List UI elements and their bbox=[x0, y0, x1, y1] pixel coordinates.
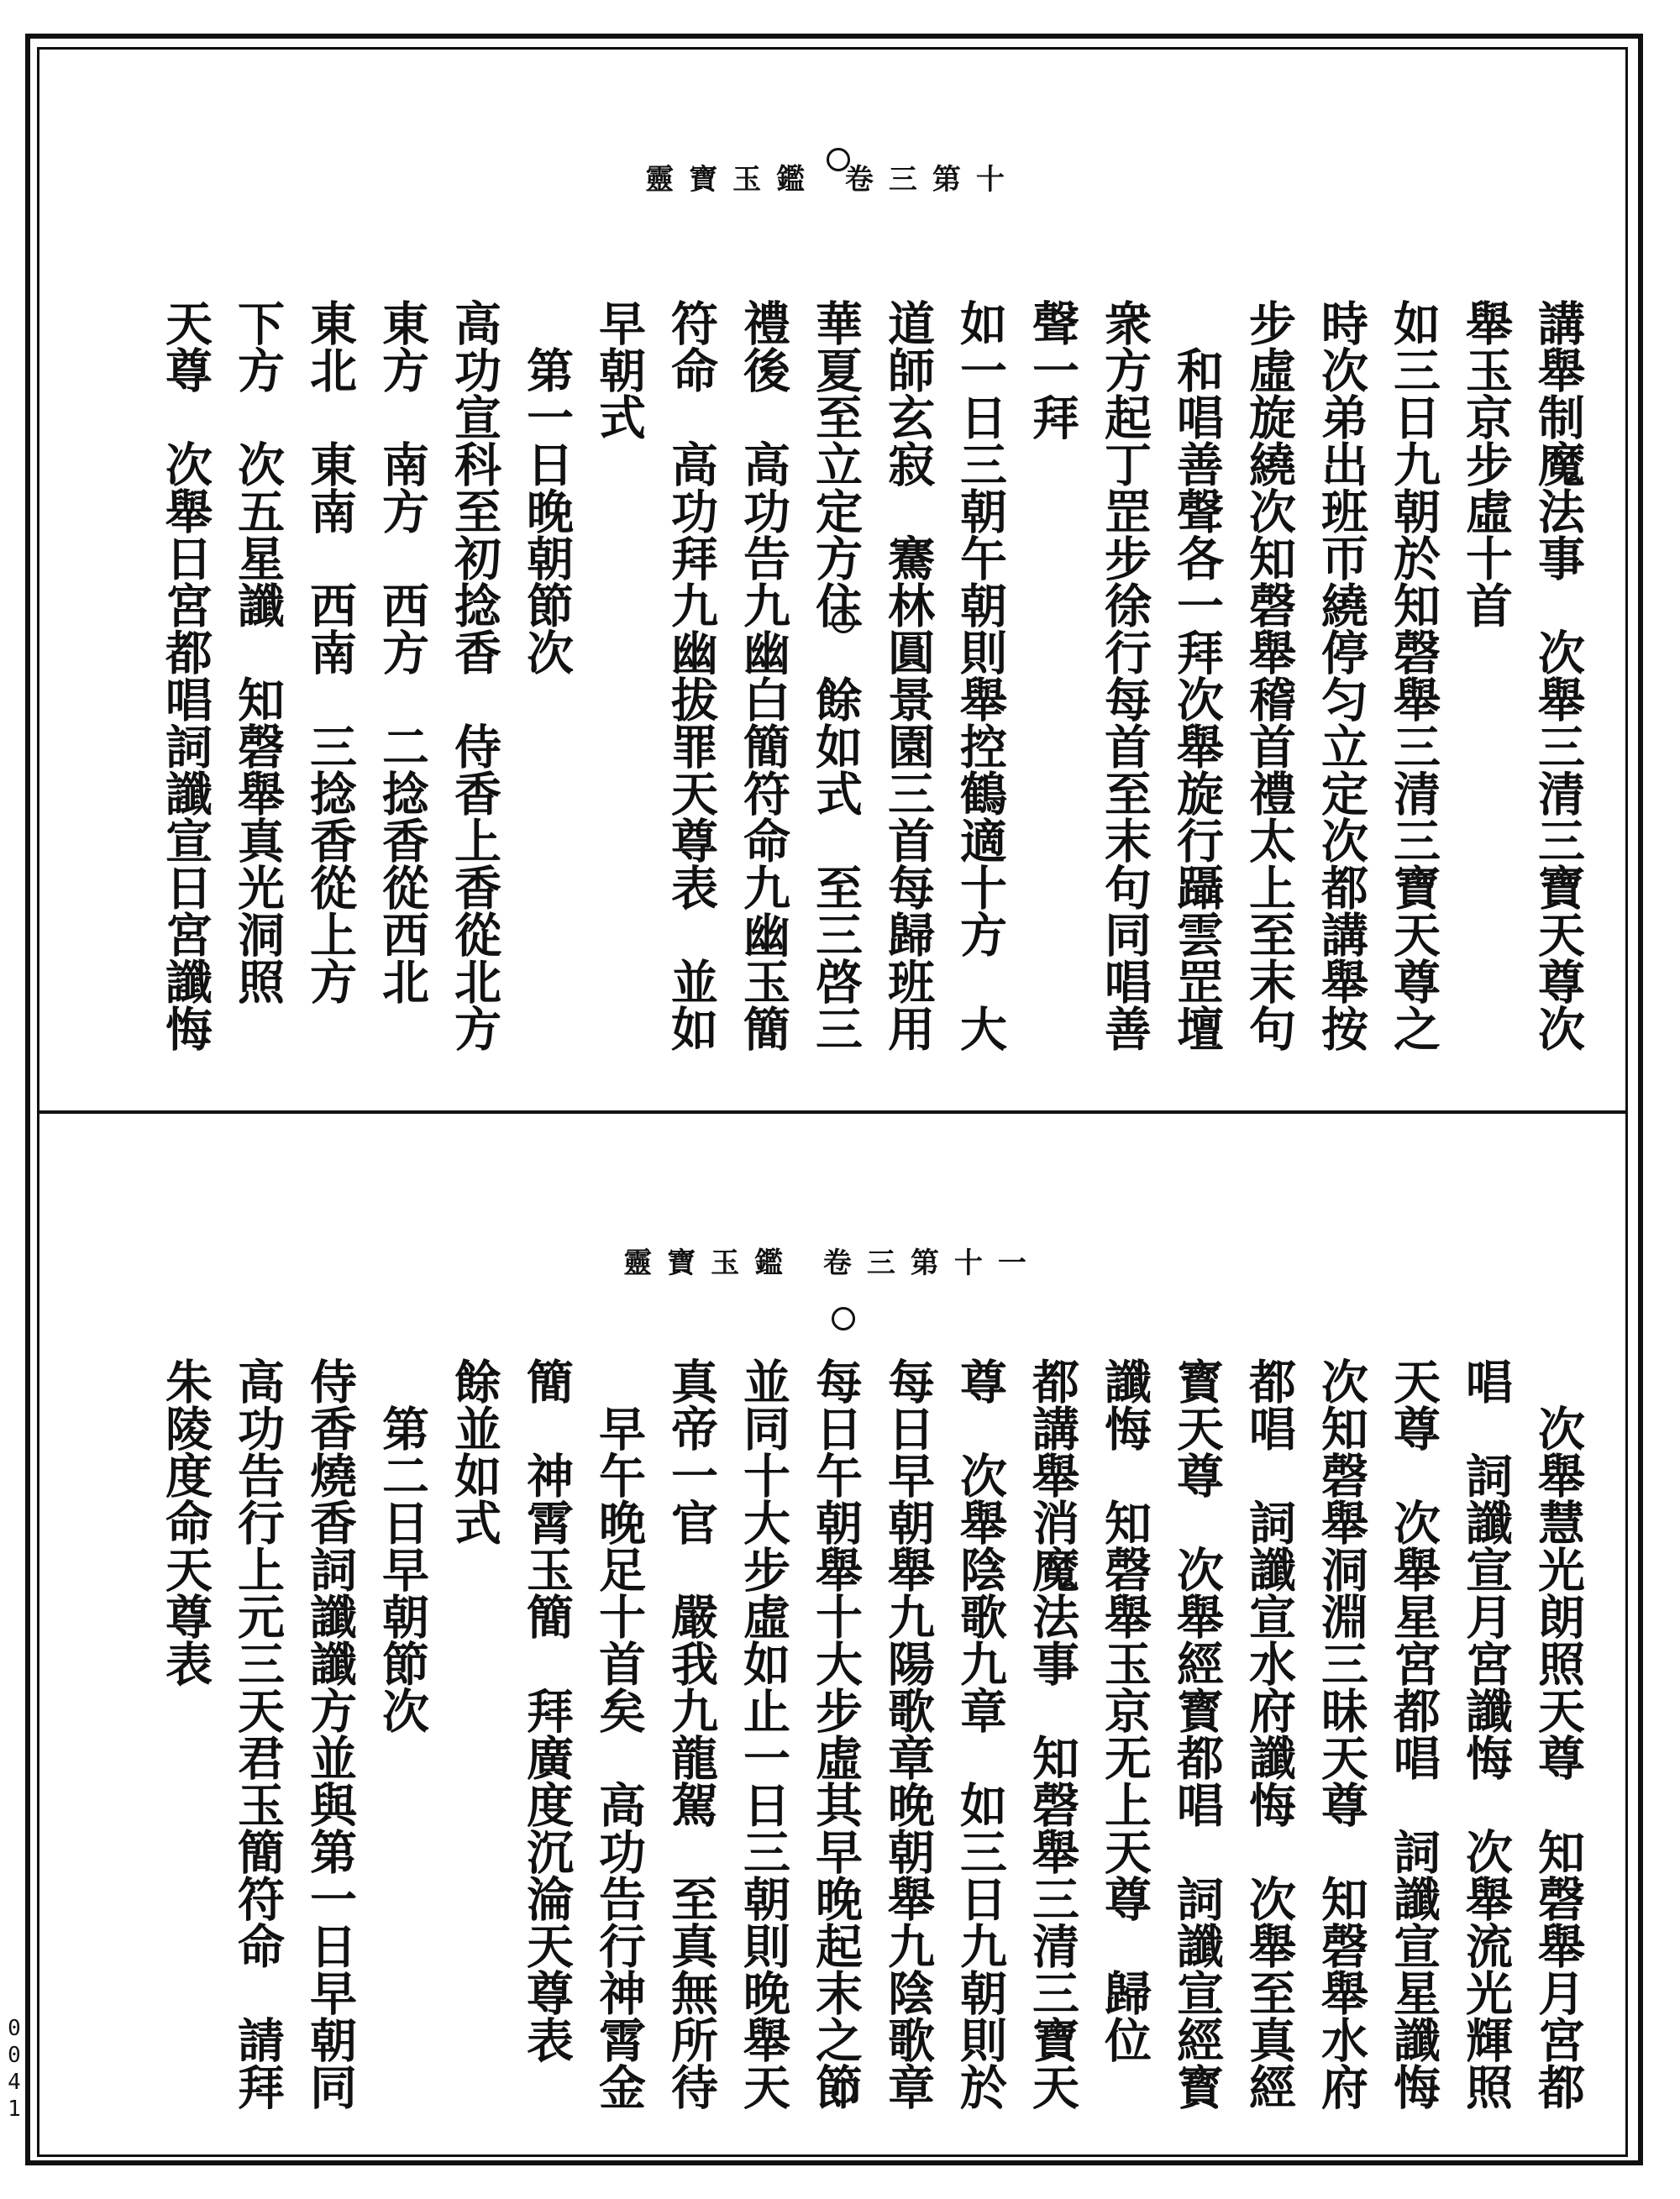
text-column: 天尊 次舉星宮都唱 詞讖宣星讖悔 bbox=[1386, 1357, 1441, 2110]
text-columns bbox=[82, 299, 1594, 1080]
text-column: 東方 南方 西方 二捻香從西北 bbox=[375, 299, 430, 1005]
text-column: 朱陵度命天尊表 bbox=[158, 1357, 213, 1687]
page-header: 靈寶玉鑑 卷三第十一 bbox=[623, 1246, 1042, 1280]
text-column: 早朝式 bbox=[591, 299, 647, 440]
text-column: 講舉制魔法事 次舉三清三寶天尊次 bbox=[1530, 299, 1586, 1052]
text-column: 唱 詞讖宣月宮讖悔 次舉流光輝照 bbox=[1458, 1357, 1514, 2110]
text-column: 步虛旋繞次知磬舉稽首禮太上至末句 bbox=[1242, 299, 1297, 1052]
text-column: 東北 東南 西南 三捻香從上方 bbox=[302, 299, 358, 1005]
text-column: 如一日三朝午朝則舉控鶴適十方 大 bbox=[953, 299, 1008, 1052]
text-column: 禮後 高功告九幽白簡符命九幽玉簡 bbox=[736, 299, 791, 1052]
text-column: 讖悔 知磬舉玉京无上天尊 歸位 bbox=[1097, 1357, 1152, 2063]
text-column: 高功告行上元三天君玉簡符命 請拜 bbox=[230, 1357, 286, 2110]
text-column: 時次弟出班帀繞停匀立定次都講舉按 bbox=[1314, 299, 1369, 1052]
top-page bbox=[37, 47, 1628, 1110]
text-column: 早午晚足十首矣 高功告行神霄金 bbox=[591, 1357, 647, 2110]
text-column: 寳天尊 次舉經寳都唱 詞讖宣經寳 bbox=[1169, 1357, 1225, 2110]
text-column: 舉玉京步虛十首 bbox=[1458, 299, 1514, 628]
text-column: 每日早朝舉九陽歌章晚朝舉九陰歌章 bbox=[880, 1357, 936, 2110]
text-column: 都唱 詞讖宣水府讖悔 次舉至真經 bbox=[1242, 1357, 1297, 2110]
text-column: 侍香燒香詞讖讖方並與第一日早朝同 bbox=[302, 1357, 358, 2110]
text-column: 如三日九朝於知磬舉三清三寶天尊之 bbox=[1386, 299, 1441, 1052]
text-column: 並同十大步虛如止一日三朝則晚舉天 bbox=[736, 1357, 791, 2110]
text-column: 高功宣科至初捻香 侍香上香從北方 bbox=[447, 299, 502, 1052]
text-column: 餘並如式 bbox=[447, 1357, 502, 1546]
text-column: 都講舉消魔法事 知磬舉三清三寶天 bbox=[1025, 1357, 1080, 2110]
text-column: 次舉慧光朗照天尊 知磬舉月宮都 bbox=[1530, 1357, 1586, 2110]
text-column: 下方 次五星讖 知磬舉真光洞照 bbox=[230, 299, 286, 1005]
text-column: 每日午朝舉十大步虛其早晚起末之節 bbox=[808, 1357, 864, 2110]
text-column: 華夏至立定方住 餘如式 至三啓三 bbox=[808, 299, 864, 1052]
text-column: 衆方起丁罡步徐行每首至末句同唱善 bbox=[1097, 299, 1152, 1052]
text-column: 聲一拜 bbox=[1025, 299, 1080, 440]
text-column: 尊 次舉陰歌九章 如三日九朝則於 bbox=[953, 1357, 1008, 2110]
bottom-page bbox=[37, 1114, 1628, 2157]
side-page-number: 0041 bbox=[2, 2016, 27, 2123]
text-column: 天尊 次舉日宮都唱詞讖宣日宮讖悔 bbox=[158, 299, 213, 1052]
text-column: 次知磬舉洞淵三昧天尊 知磬舉水府 bbox=[1314, 1357, 1369, 2110]
text-column: 和唱善聲各一拜次舉旋行躡雲罡壇 bbox=[1169, 299, 1225, 1052]
circle-mark bbox=[827, 148, 850, 171]
text-column: 簡 神霄玉簡 拜廣度沉淪天尊表 bbox=[519, 1357, 575, 2063]
text-columns bbox=[82, 1357, 1594, 2130]
text-column: 第一日晚朝節次 bbox=[519, 299, 575, 675]
circle-mark bbox=[832, 1307, 855, 1330]
text-column: 第二日早朝節次 bbox=[375, 1357, 430, 1734]
text-column: 真帝一官 嚴我九龍駕 至真無所待 bbox=[664, 1357, 719, 2110]
text-column: 道師玄寂 騫林圓景園三首每歸班用 bbox=[880, 299, 936, 1052]
page-header: 靈寶玉鑑 卷三第十 bbox=[645, 163, 1020, 197]
text-column: 符命 高功拜九幽拔罪天尊表 並如 bbox=[664, 299, 719, 1052]
